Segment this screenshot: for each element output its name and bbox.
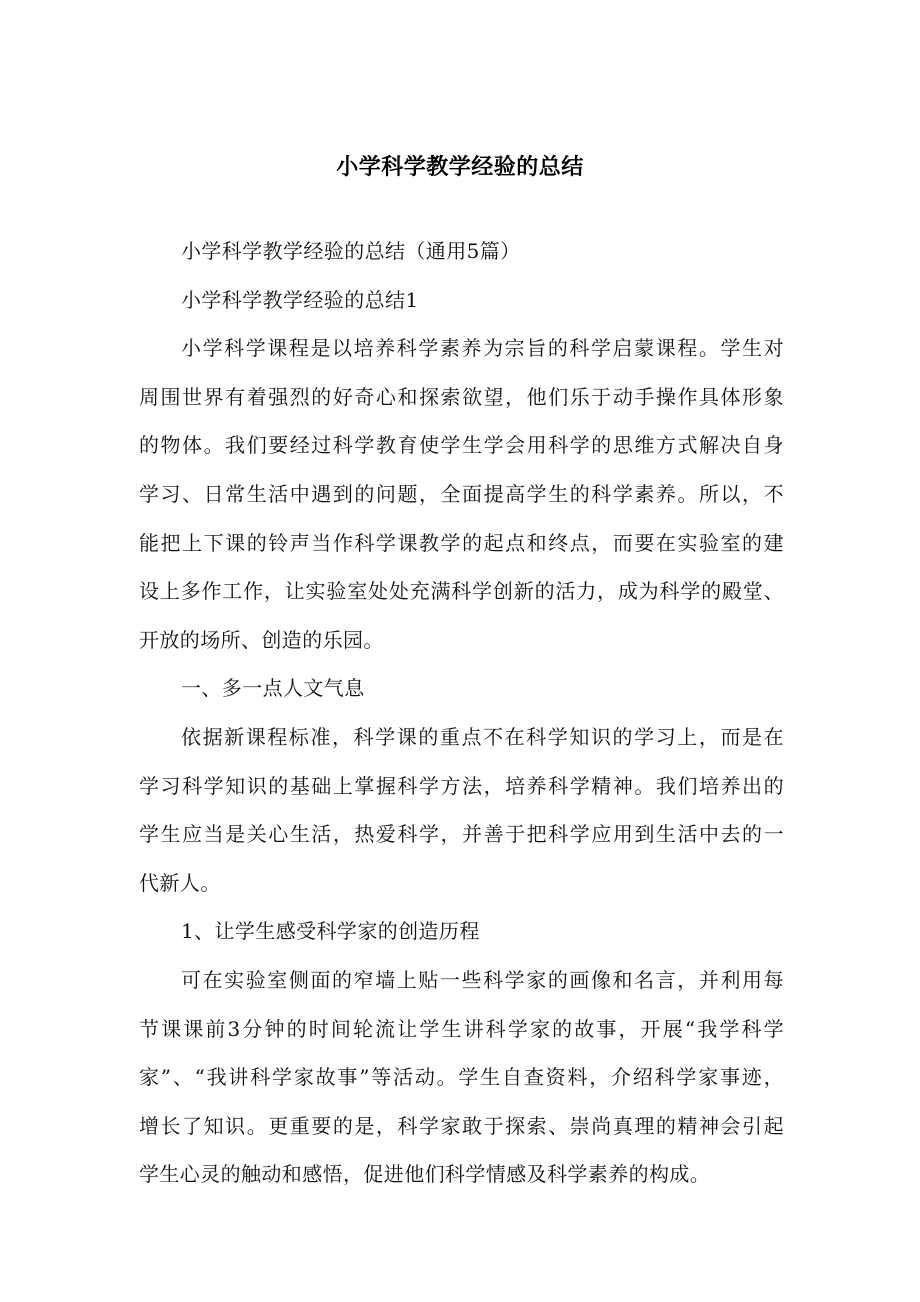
paragraph-line: 学生应当是关心生活，热爱科学，并善于把科学应用到生活中去的一 (139, 822, 784, 847)
section-heading: 小学科学教学经验的总结1 (181, 287, 419, 312)
paragraph-line: 小学科学课程是以培养科学素养为宗旨的科学启蒙课程。学生对 (181, 336, 784, 361)
document-title: 小学科学教学经验的总结 (336, 155, 584, 180)
document-body (139, 227, 784, 1199)
paragraph-line: 节课课前3分钟的时间轮流让学生讲科学家的故事，开展“我学科学 (139, 1016, 784, 1041)
subsection-heading: 1、让学生感受科学家的创造历程 (181, 919, 480, 944)
paragraph-line: 的物体。我们要经过科学教育使学生学会用科学的思维方式解决自身 (139, 433, 784, 458)
paragraph-line: 可在实验室侧面的窄墙上贴一些科学家的画像和名言，并利用每 (181, 967, 784, 992)
paragraph-line: 能把上下课的铃声当作科学课教学的起点和终点，而要在实验室的建 (139, 530, 784, 555)
paragraph (139, 713, 784, 907)
paragraph-line: 代新人。 (139, 870, 221, 895)
paragraph-line: 家”、“我讲科学家故事”等活动。学生自查资料，介绍科学家事迹， (139, 1065, 784, 1090)
paragraph-line: 依据新课程标准，科学课的重点不在科学知识的学习上，而是在 (181, 724, 784, 749)
paragraph (139, 956, 784, 1199)
paragraph-line: 周围世界有着强烈的好奇心和探索欲望，他们乐于动手操作具体形象 (139, 384, 784, 409)
paragraph-line: 开放的场所、创造的乐园。 (139, 627, 384, 652)
paragraph-line: 学习科学知识的基础上掌握科学方法，培养科学精神。我们培养出的 (139, 773, 784, 798)
paragraph-line: 增长了知识。更重要的是，科学家敢于探索、崇尚真理的精神会引起 (139, 1113, 784, 1138)
document-subtitle: 小学科学教学经验的总结（通用5篇） (181, 239, 521, 263)
paragraph-line: 学习、日常生活中遇到的问题，全面提高学生的科学素养。所以，不 (139, 481, 784, 506)
paragraph-line: 设上多作工作，让实验室处处充满科学创新的活力，成为科学的殿堂、 (139, 579, 784, 604)
paragraph (139, 324, 784, 664)
paragraph-line: 学生心灵的触动和感悟，促进他们科学情感及科学素养的构成。 (139, 1162, 711, 1187)
subsection-heading: 一、多一点人文气息 (181, 676, 365, 701)
